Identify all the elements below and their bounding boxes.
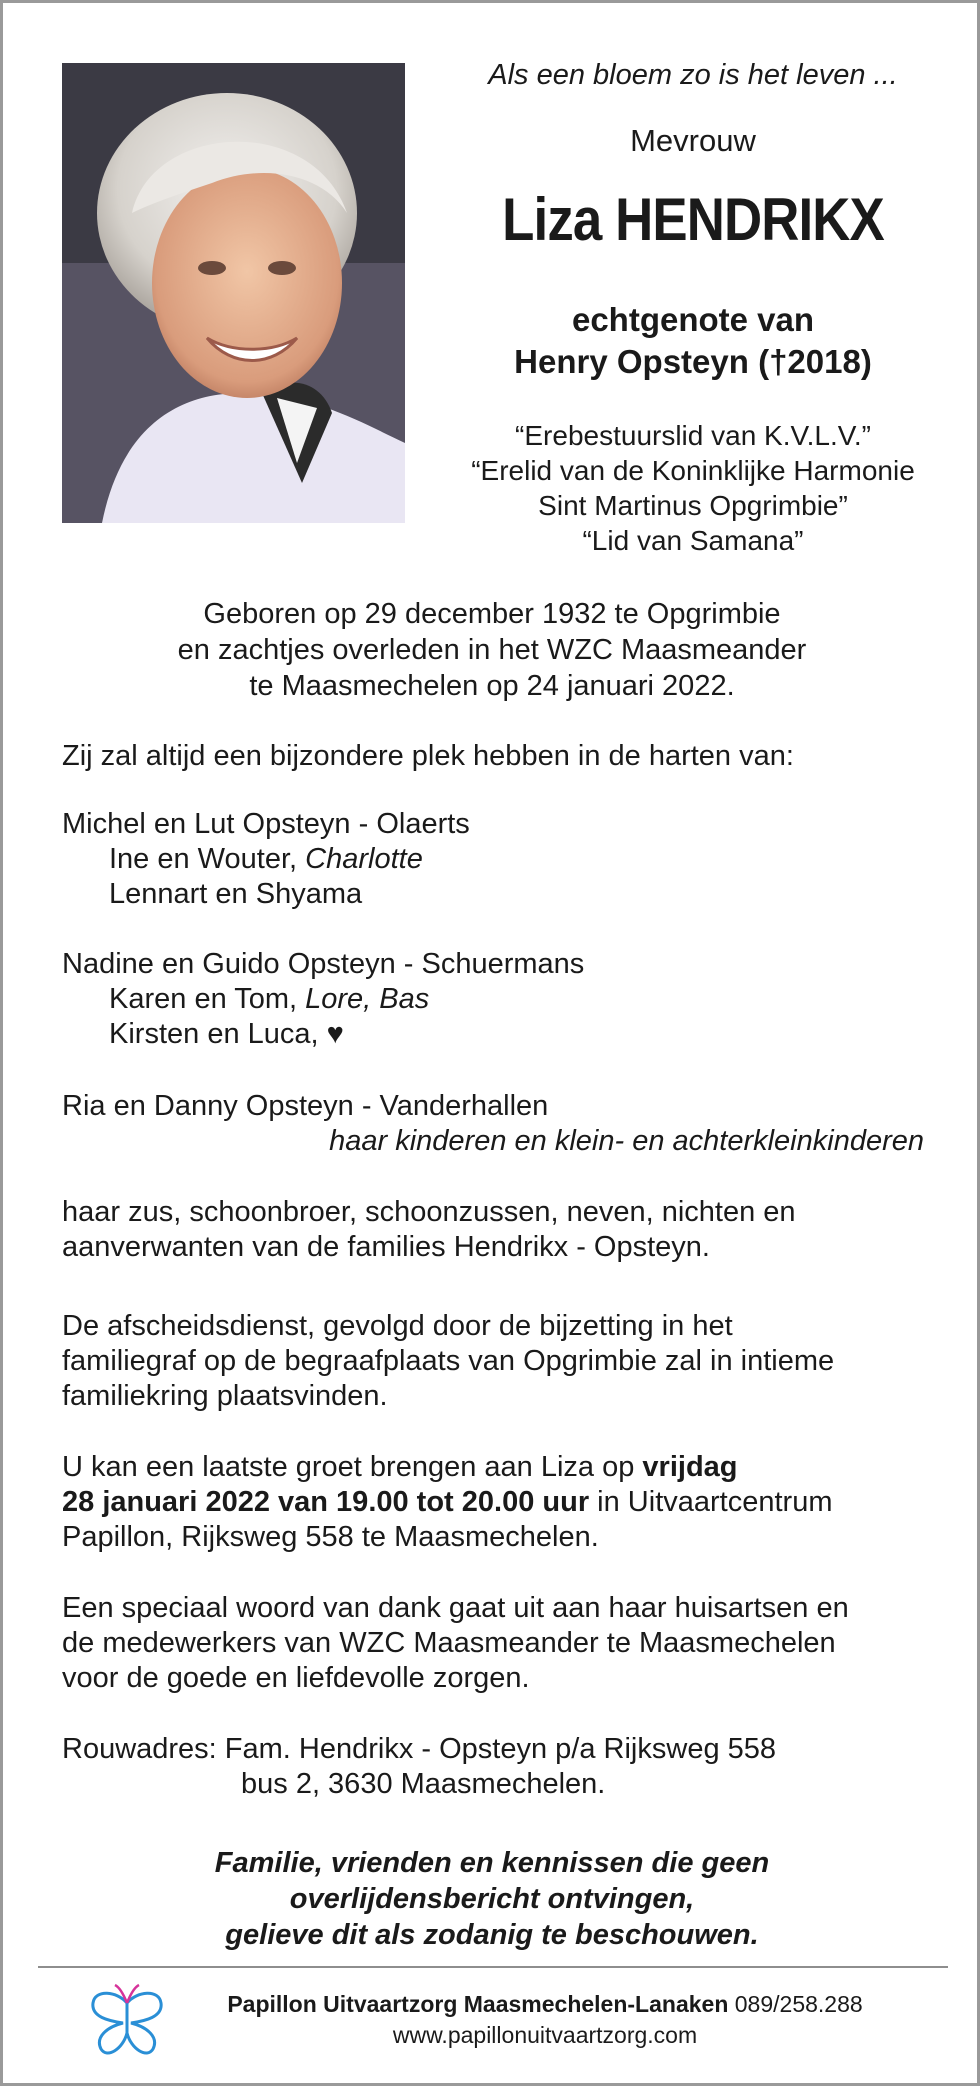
birth-line: Geboren op 29 december 1932 te Opgrimbie [203,598,781,630]
address-line-1: Rouwadres: Fam. Hendrikx - Opsteyn p/a Rijksweg 558 [62,1733,777,1765]
closing-line: Familie, vrienden en kennissen die geen [214,1847,770,1879]
visit-paragraph [62,1450,932,1555]
deceased-name: Liza HENDRIKX [502,186,884,253]
spouse-block [433,299,953,383]
family-child: Lennart en Shyama [109,878,363,910]
intro-line [62,739,932,774]
service-line: De afscheidsdienst, gevolgd door de bijzetting in het [62,1310,733,1342]
funeral-phone[interactable]: 089/258.288 [728,1991,863,2017]
grandchild-names: Charlotte [305,843,423,875]
funeral-company: Papillon Uitvaartzorg Maasmechelen-Lanaken [227,1991,729,2017]
visit-post: in Uitvaartcentrum [589,1486,833,1518]
title-line: Sint Martinus Opgrimbie” [538,490,848,521]
family-parents: Michel en Lut Opsteyn - Olaerts [62,808,470,840]
family-group-2 [62,947,932,1052]
address-line-2: bus 2, 3630 Maasmechelen. [241,1768,606,1800]
family-child: Kirsten en Luca, ♥ [109,1018,344,1050]
thanks-line: Een speciaal woord van dank gaat uit aan haar huisartsen en [62,1592,849,1624]
salutation: Mevrouw [630,123,756,158]
child-names: Karen en Tom, [109,983,306,1015]
closing-line: overlijdensbericht ontvingen, [289,1883,695,1915]
butterfly-logo-icon [87,1981,167,2061]
portrait-illustration [62,63,405,523]
relatives-paragraph [62,1195,932,1265]
family-parents: Ria en Danny Opsteyn - Vanderhallen [62,1090,549,1122]
child-names: Ine en Wouter, [109,843,306,875]
footer-divider [38,1966,948,1968]
service-paragraph [62,1309,932,1414]
grandchild-names: Lore, Bas [305,983,430,1015]
closing-line: gelieve dit als zodanig te beschouwen. [225,1919,759,1951]
funeral-website[interactable]: www.papillonuitvaartzorg.com [392,2022,698,2048]
birth-death-info [62,596,922,704]
family-group-1 [62,807,932,912]
motto: Als een bloem zo is het leven ... [488,59,898,91]
title-line: “Erebestuurslid van K.V.L.V.” [515,420,871,451]
visit-datetime: 28 januari 2022 van 19.00 tot 20.00 uur [62,1486,590,1518]
relatives-line: aanverwanten van de families Hendrikx - Opsteyn. [62,1231,710,1263]
service-line: familiekring plaatsvinden. [62,1380,388,1412]
thanks-paragraph [62,1591,932,1696]
family-parents: Nadine en Guido Opsteyn - Schuermans [62,948,585,980]
visit-line-3: Papillon, Rijksweg 558 te Maasmechelen. [62,1521,599,1553]
spouse-line-1: echtgenote van [571,301,815,338]
family-child [62,982,932,1017]
thanks-line: de medewerkers van WZC Maasmeander te Maasmechelen [62,1627,836,1659]
family-group-3 [62,1089,932,1159]
footer-company-line [185,1989,905,2020]
family-descendants: haar kinderen en klein- en achterkleinkinderen [329,1125,924,1157]
family-child [62,842,932,877]
closing-note [62,1845,922,1953]
relatives-line: haar zus, schoonbroer, schoonzussen, neven, nichten en [62,1196,796,1228]
thanks-line: voor de goede en liefdevolle zorgen. [62,1662,530,1694]
visit-line-1 [62,1450,932,1485]
visit-pre: U kan een laatste groet brengen aan Liza op [62,1451,643,1483]
intro-text: Zij zal altijd een bijzondere plek hebben in de harten van: [62,740,794,772]
honorary-titles [433,418,953,558]
mourning-address [62,1732,932,1802]
visit-day: vrijdag [642,1451,738,1483]
service-line: familiegraf op de begraafplaats van Opgrimbie zal in intieme [62,1345,835,1377]
title-line: “Erelid van de Koninklijke Harmonie [471,455,915,486]
portrait-photo [62,63,405,523]
footer-info [185,1989,905,2051]
spouse-line-2: Henry Opsteyn (†2018) [514,343,872,380]
birth-line: en zachtjes overleden in het WZC Maasmeander [177,634,807,666]
birth-line: te Maasmechelen op 24 januari 2022. [249,670,735,702]
title-line: “Lid van Samana” [582,525,804,556]
visit-line-2 [62,1485,932,1520]
